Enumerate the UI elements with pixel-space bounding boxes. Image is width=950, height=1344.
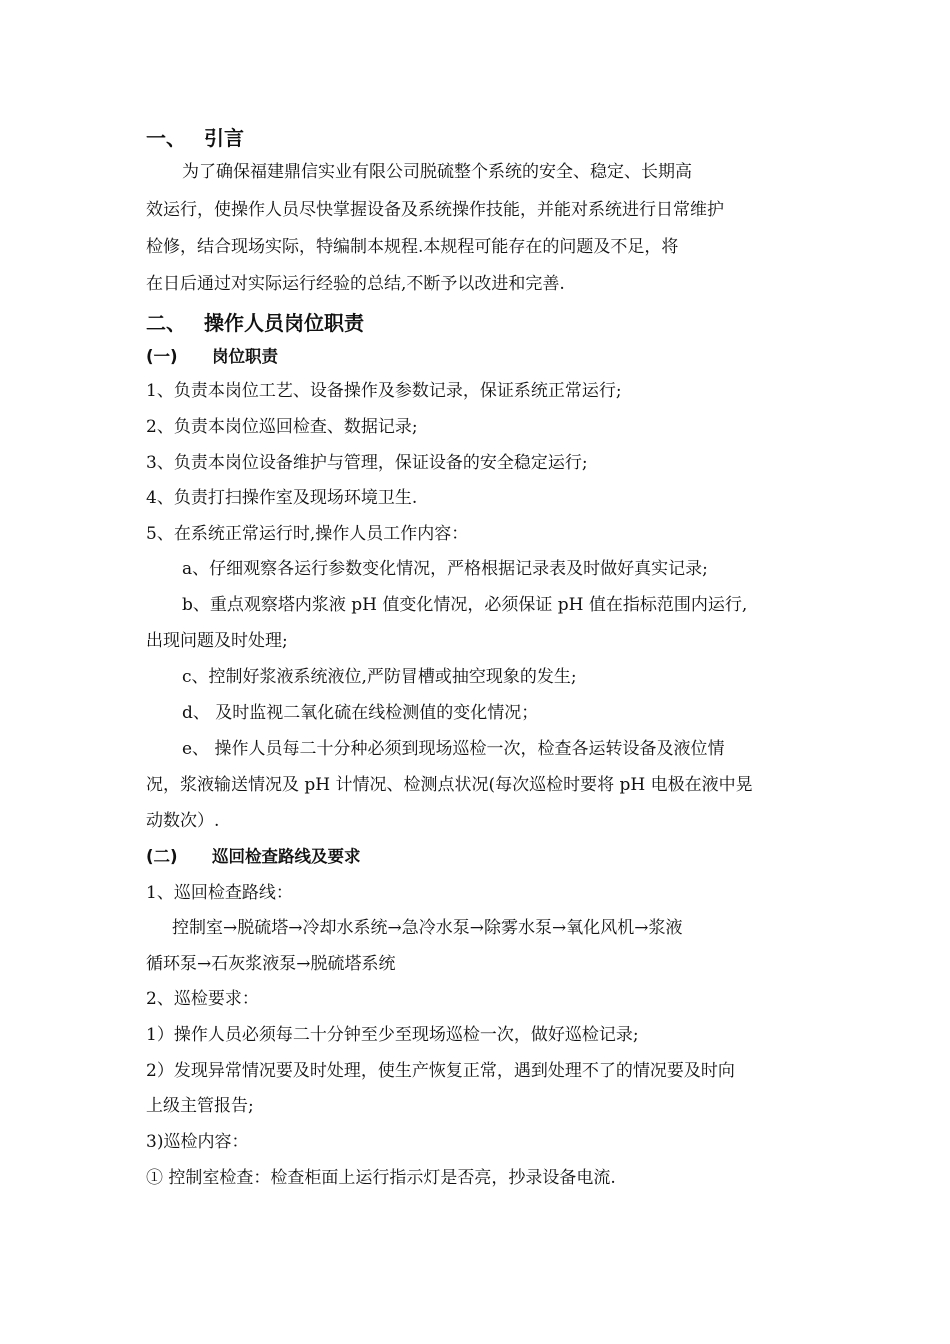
list-item: 2、巡检要求： — [146, 989, 259, 1009]
section1-title: 引言 — [204, 126, 244, 150]
sub-list-item-continuation: 况，浆液输送情况及 pH 计情况、检测点状况(每次巡检时要将 pH 电极在液中晃 — [146, 775, 753, 795]
paragraph-line: 在日后通过对实际运行经验的总结,不断予以改进和完善. — [146, 274, 565, 294]
sub-list-item-continuation: 动数次）. — [146, 811, 220, 831]
list-item: 1、巡回检查路线： — [146, 883, 293, 903]
list-item: 5、在系统正常运行时,操作人员工作内容： — [146, 524, 469, 544]
sub-list-item: e、 操作人员每二十分种必须到现场巡检一次，检查各运转设备及液位情 — [182, 739, 725, 759]
section2-heading — [146, 310, 364, 336]
sub-list-item-continuation: 出现问题及时处理; — [146, 631, 288, 651]
list-item: 3、负责本岗位设备维护与管理，保证设备的安全稳定运行; — [146, 453, 588, 473]
subsection1-title: 岗位职责 — [212, 347, 278, 366]
subsection2-title: 巡回检查路线及要求 — [212, 847, 361, 866]
sub-list-item: d、 及时监视二氧化硫在线检测值的变化情况； — [182, 703, 539, 723]
sub-list-item: b、重点观察塔内浆液 pH 值变化情况，必须保证 pH 值在指标范围内运行, — [182, 595, 748, 615]
list-item: 2）发现异常情况要及时处理，使生产恢复正常，遇到处理不了的情况要及时向 — [146, 1061, 735, 1081]
route-line: 控制室→脱硫塔→冷却水系统→急冷水泵→除雾水泵→氧化风机→浆液 — [172, 918, 683, 938]
section1-heading — [146, 125, 244, 151]
subsection1-heading — [146, 346, 278, 368]
list-item: ① 控制室检查：检查柜面上运行指示灯是否亮，抄录设备电流. — [146, 1168, 616, 1188]
list-item: 2、负责本岗位巡回检查、数据记录; — [146, 417, 418, 437]
subsection1-number: (一) — [146, 347, 178, 366]
subsection2-heading — [146, 846, 361, 868]
paragraph-line: 检修，结合现场实际，特编制本规程.本规程可能存在的问题及不足，将 — [146, 237, 679, 257]
list-item: 4、负责打扫操作室及现场环境卫生. — [146, 488, 418, 508]
paragraph-line: 为了确保福建鼎信实业有限公司脱硫整个系统的安全、稳定、长期高 — [182, 162, 692, 182]
sub-list-item: c、控制好浆液系统液位,严防冒槽或抽空现象的发生; — [182, 667, 577, 687]
route-line-continuation: 循环泵→石灰浆液泵→脱硫塔系统 — [146, 954, 396, 974]
list-item: 1）操作人员必须每二十分钟至少至现场巡检一次，做好巡检记录; — [146, 1025, 639, 1045]
section2-number: 二、 — [146, 311, 186, 335]
section1-number: 一、 — [146, 126, 186, 150]
sub-list-item: a、仔细观察各运行参数变化情况，严格根据记录表及时做好真实记录; — [182, 559, 708, 579]
list-item: 1、负责本岗位工艺、设备操作及参数记录，保证系统正常运行; — [146, 381, 622, 401]
list-item: 3)巡检内容： — [146, 1132, 249, 1152]
subsection2-number: (二) — [146, 847, 178, 866]
list-item-continuation: 上级主管报告; — [146, 1096, 254, 1116]
section2-title: 操作人员岗位职责 — [204, 311, 364, 335]
paragraph-line: 效运行，使操作人员尽快掌握设备及系统操作技能，并能对系统进行日常维护 — [146, 200, 724, 220]
